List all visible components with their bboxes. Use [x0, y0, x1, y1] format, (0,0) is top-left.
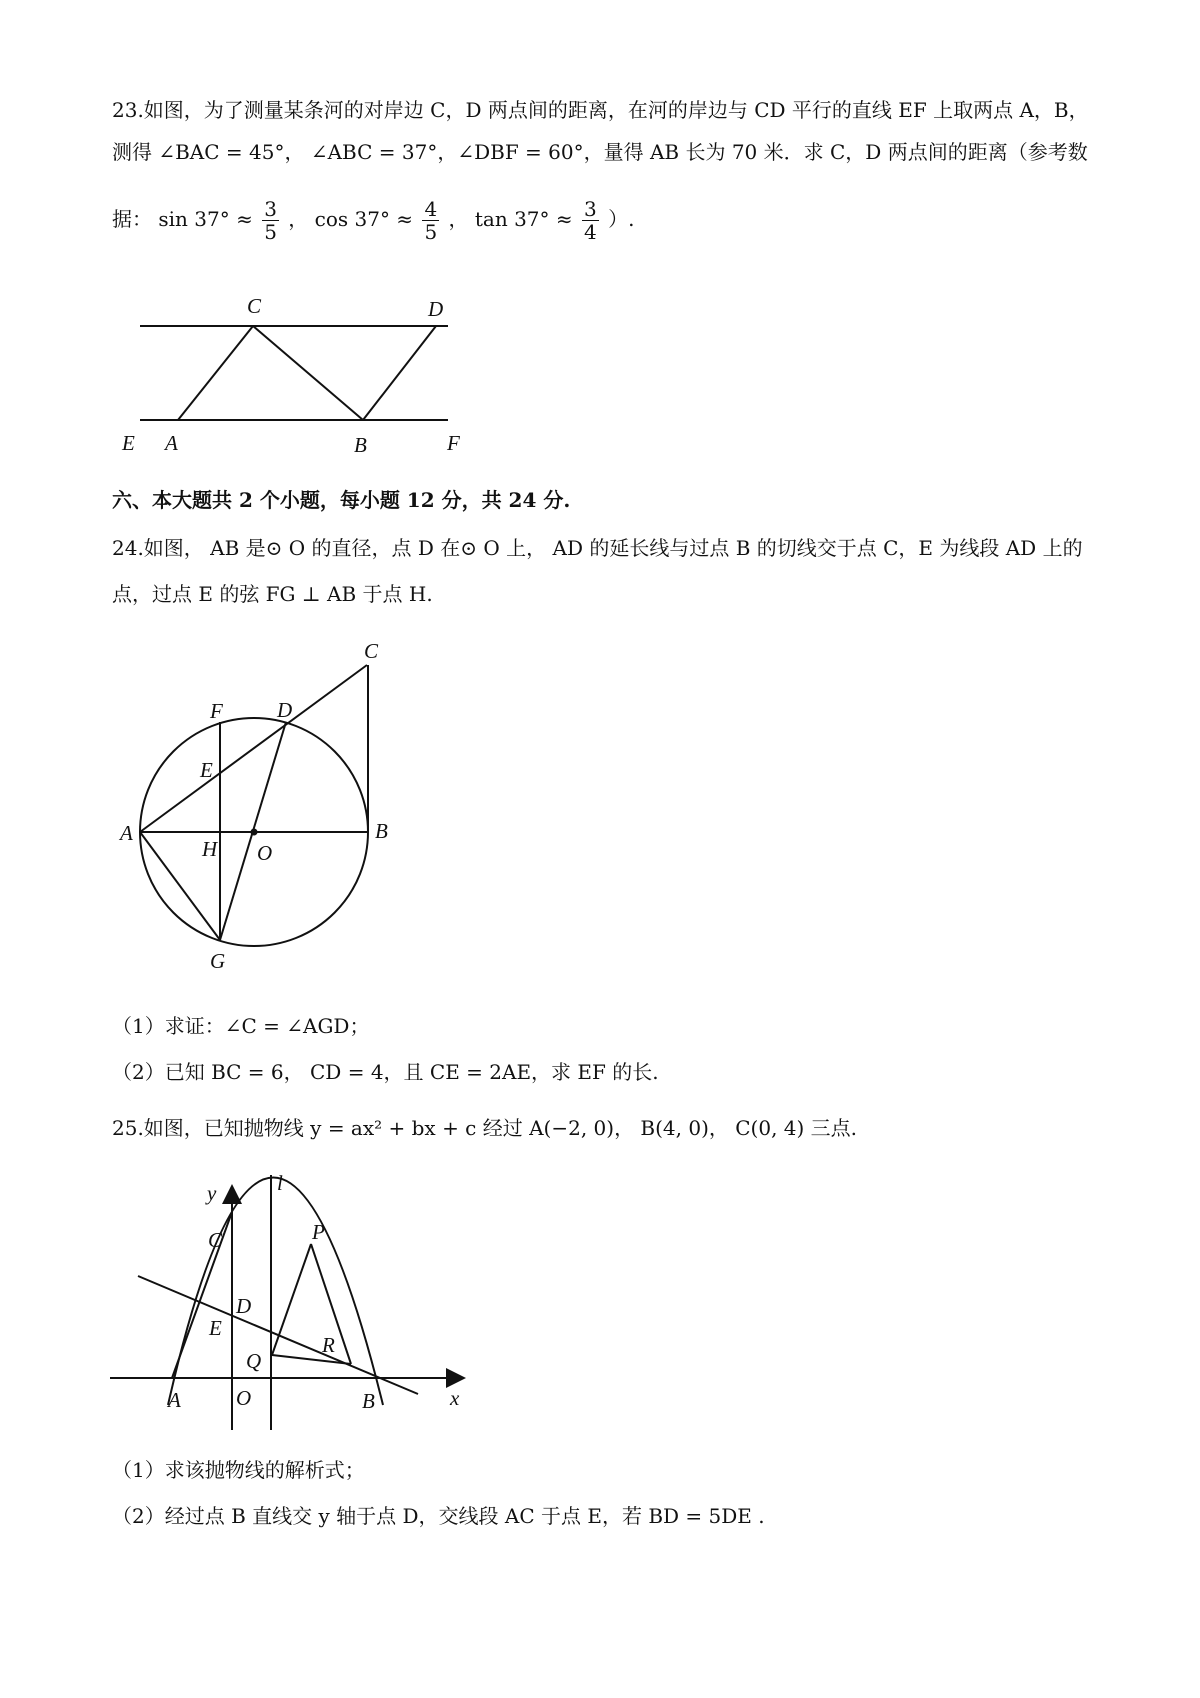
q24-line-1: 24.如图， AB 是⊙ O 的直径，点 D 在⊙ O 上， AD 的延长线与过点 B 的切线交于点 C，E 为线段 AD 上的 — [112, 536, 1083, 560]
q24-part-2: （2）已知 BC = 6， CD = 4，且 CE = 2AE，求 EF 的长. — [112, 1060, 659, 1084]
sin-label: sin 37° ≈ — [158, 207, 253, 231]
q25-label-l: l — [277, 1171, 283, 1195]
q23-label-a: A — [165, 431, 178, 455]
q25-label-o: O — [236, 1386, 252, 1410]
q23-label-c: C — [247, 294, 262, 318]
cos-denominator: 5 — [424, 220, 438, 244]
segment-pq — [272, 1244, 311, 1355]
q24-label-h: H — [202, 837, 218, 861]
q24-label-d: D — [277, 698, 293, 722]
q23-line-1: 23.如图，为了测量某条河的对岸边 C，D 两点间的距离，在河的岸边与 CD 平行的直线 EF 上取两点 A，B， — [112, 98, 1089, 122]
q24-label-f: F — [210, 699, 223, 723]
tan-label: ， tan 37° ≈ — [448, 207, 573, 231]
q24-label-e: E — [200, 758, 213, 782]
segment-qr — [272, 1355, 351, 1364]
q25-line-1: 25.如图，已知抛物线 y = ax² + bx + c 经过 A(−2, 0)， B(4, 0)， C(0, 4) 三点. — [112, 1116, 858, 1140]
q25-label-r: R — [322, 1333, 335, 1357]
q23-label-f: F — [447, 431, 460, 455]
q23-label-d: D — [428, 297, 444, 321]
q25-label-q: Q — [246, 1349, 262, 1373]
q24-label-o: O — [257, 841, 273, 865]
q25-label-e: E — [209, 1316, 222, 1340]
cos-numerator: 4 — [424, 197, 438, 221]
q25-label-a: A — [168, 1388, 181, 1412]
q25-part-2: （2）经过点 B 直线交 y 轴于点 D，交线段 AC 于点 E，若 BD = 5DE . — [112, 1504, 765, 1528]
q24-label-a: A — [120, 821, 133, 845]
q23-line-3-prefix: 据： — [112, 207, 152, 231]
cos-label: ， cos 37° ≈ — [288, 207, 414, 231]
q25-label-y: y — [207, 1181, 217, 1205]
sin-denominator: 5 — [264, 220, 277, 244]
q23-label-e: E — [122, 431, 135, 455]
parabola — [168, 1178, 383, 1406]
q25-label-c: C — [208, 1228, 223, 1252]
q25-part-1: （1）求该抛物线的解析式； — [112, 1458, 365, 1482]
q24-label-b: B — [375, 819, 388, 843]
q25-label-p: P — [312, 1220, 325, 1244]
q24-label-c: C — [364, 639, 379, 663]
q25-label-d: D — [236, 1294, 252, 1318]
q24-line-2: 点，过点 E 的弦 FG ⊥ AB 于点 H. — [112, 582, 433, 606]
section-6-title: 六、本大题共 2 个小题，每小题 12 分，共 24 分. — [112, 488, 571, 512]
q25-label-x: x — [450, 1386, 460, 1410]
q23-label-b: B — [354, 433, 367, 457]
q24-label-g: G — [210, 949, 226, 973]
q25-label-b: B — [362, 1389, 375, 1413]
sin-numerator: 3 — [264, 197, 277, 221]
q23-line-2: 测得 ∠BAC = 45°， ∠ABC = 37°，∠DBF = 60°，量得 AB 长为 70 米．求 C，D 两点间的距离（参考数 — [112, 140, 1088, 164]
tan-numerator: 3 — [584, 197, 597, 221]
tan-denominator: 4 — [584, 220, 597, 244]
q23-line-3-suffix: ）. — [608, 207, 635, 231]
q24-part-1: （1）求证：∠C = ∠AGD； — [112, 1014, 370, 1038]
